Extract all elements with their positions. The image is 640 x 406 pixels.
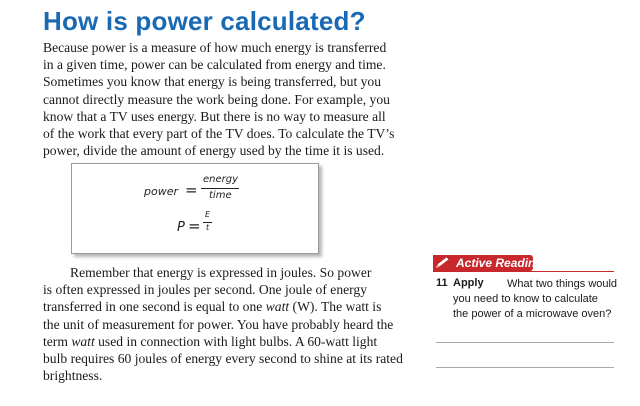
text-line: is often expressed in joules per second. One joule of energy bbox=[43, 282, 368, 298]
text-segment: transferred in one second is equal to one bbox=[43, 299, 266, 315]
formula-word-energy: energy bbox=[203, 174, 239, 185]
formula-word-time: time bbox=[209, 190, 232, 201]
formula-symbol-equals: = bbox=[188, 217, 201, 235]
formula-word-power: power bbox=[144, 185, 178, 198]
text-line: power, divide the amount of energy used by the time it is used. bbox=[43, 143, 385, 159]
watt-paragraph bbox=[43, 264, 415, 384]
text-line: in a given time, power can be calculated from energy and time. bbox=[43, 57, 386, 73]
term-watt: watt bbox=[71, 333, 95, 349]
pencil-icon bbox=[433, 255, 453, 271]
term-watt: watt bbox=[265, 299, 290, 315]
text-line: cannot directly measure the work being done. For example, you bbox=[43, 91, 390, 107]
question-number: 11 bbox=[436, 277, 448, 289]
text-line: know that a TV uses energy. But there is no way to measure all bbox=[43, 108, 386, 124]
text-segment: (W). The watt is bbox=[289, 299, 382, 315]
question-label: Apply bbox=[453, 277, 484, 289]
question-line: the power of a microwave oven? bbox=[453, 308, 612, 320]
active-reading-badge bbox=[433, 255, 543, 271]
text-line bbox=[43, 298, 415, 315]
formula-equals-sign: = bbox=[185, 181, 198, 199]
question-line: What two things would bbox=[507, 278, 618, 290]
text-line: Sometimes you know that energy is being transferred, but you bbox=[43, 74, 382, 90]
active-reading-rule bbox=[433, 271, 614, 272]
question-text bbox=[453, 277, 623, 322]
text-line: bulb requires 60 joules of energy every second to shine at its rated bbox=[43, 351, 403, 367]
formula-symbol-e: E bbox=[205, 210, 211, 219]
active-reading-label: Active Reading bbox=[456, 256, 543, 270]
text-segment: term bbox=[43, 333, 72, 349]
text-line: brightness. bbox=[43, 368, 103, 384]
formula-symbol-p: P bbox=[177, 220, 185, 235]
formula-fraction-bar bbox=[201, 188, 239, 189]
text-line: of the work that every part of the TV does. To calculate the TV’s bbox=[43, 126, 395, 142]
power-formula-box bbox=[71, 163, 319, 254]
question-line: you need to know to calculate bbox=[453, 293, 598, 305]
text-line: Remember that energy is expressed in joules. So power bbox=[70, 265, 372, 280]
text-line: the unit of measurement for power. You have probably heard the bbox=[43, 316, 394, 332]
intro-paragraph bbox=[43, 39, 415, 159]
formula-symbol-t: t bbox=[206, 223, 210, 232]
answer-line[interactable] bbox=[436, 367, 614, 368]
text-line: Because power is a measure of how much energy is transferred bbox=[43, 40, 387, 55]
answer-line[interactable] bbox=[436, 342, 614, 343]
text-segment: used in connection with light bulbs. A 60-watt light bbox=[94, 333, 378, 349]
text-line bbox=[43, 333, 415, 350]
section-heading: How is power calculated? bbox=[43, 6, 366, 36]
